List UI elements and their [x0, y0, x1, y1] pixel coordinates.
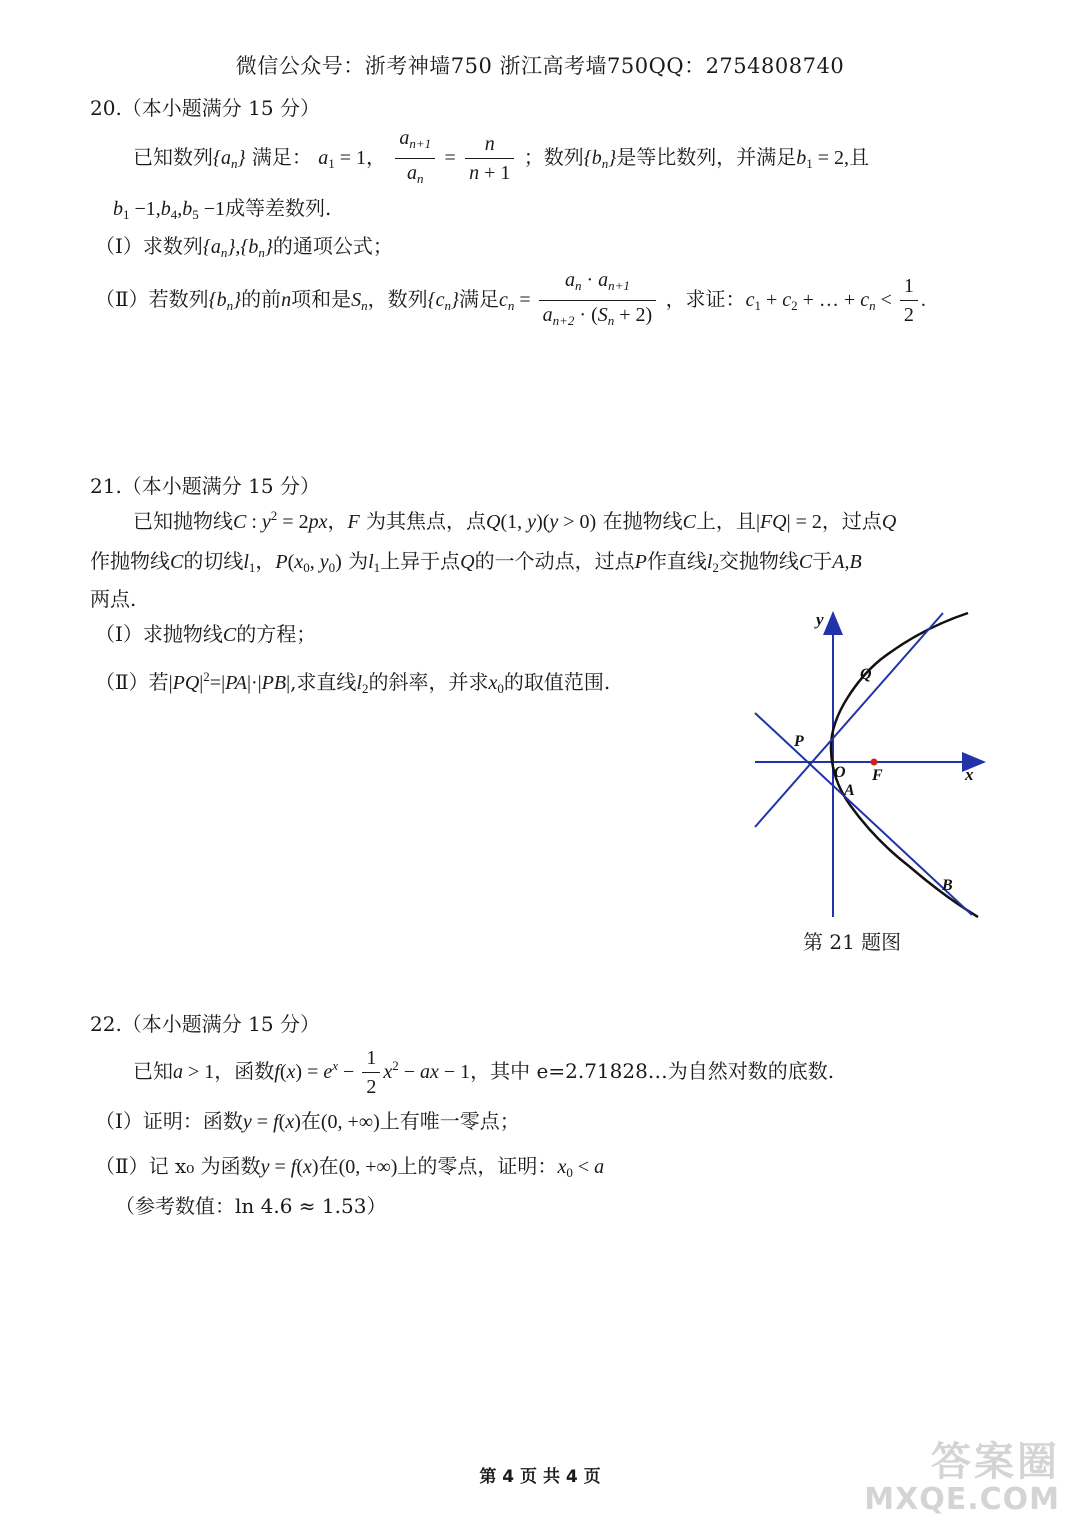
- q22-reference: （参考数值：ln 4.6 ≈ 1.53）: [115, 1194, 387, 1218]
- q21-part2: （Ⅱ）若$|PQ|^2=|PA|\cdot|PB|$,求直线$l_2$的斜率，并求$x_0$的取值范围.: [95, 669, 611, 696]
- q22-half-fraction: $\frac{1}{2}$: [362, 1046, 380, 1099]
- q21-line2-a: 作抛物线: [90, 549, 170, 573]
- q22-line1-b: ，函数: [214, 1059, 275, 1083]
- q20-n-fraction: $\frac{n}{n + 1}$: [465, 132, 514, 185]
- q21-part2-mid2: 的斜率，并求: [368, 670, 489, 694]
- secant-line: [755, 713, 972, 915]
- q22-line1: 已知a > 1，函数$f(x) = e^x$ − $\frac{1}{2}$ $x^2$ − ax − 1，其中 e=2.71828…为自然对数的底数.: [133, 1047, 835, 1098]
- q20-part2-prove: ，求证：: [665, 287, 746, 311]
- q21-line2-e: 的一个动点，过点: [474, 549, 635, 573]
- q21-part1-tail: 的方程；: [236, 622, 317, 646]
- q21-line2-b: 的切线: [183, 549, 244, 573]
- q20-part1-label: （Ⅰ）求数列: [95, 234, 203, 258]
- q21-part2-mid: ,求直线: [290, 670, 357, 694]
- q21-part2-tail: 的取值范围.: [503, 670, 611, 694]
- q21-line2-c: 为: [348, 549, 369, 573]
- q21-line1-d: 上，且: [695, 509, 756, 533]
- watermark-logo: [864, 1440, 1060, 1516]
- q20-geo: 是等比数列，并满足: [616, 145, 797, 169]
- q22-part2: （Ⅱ）记 x₀ 为函数y = f(x)在(0, +∞)上的零点，证明：$x_0 < a$: [95, 1154, 605, 1180]
- q21-line1-b: 为其焦点，点: [366, 509, 487, 533]
- q21-line2-g: 交抛物线: [718, 549, 799, 573]
- q22-part1: （Ⅰ）证明：函数y = f(x)在(0, +∞)上有唯一零点；: [95, 1109, 520, 1133]
- q20-seq-b-text: ；数列: [523, 145, 584, 169]
- q20-part2-mid4: 满足: [458, 287, 499, 311]
- figure-caption: 第 21 题图: [803, 930, 902, 954]
- label-b: B: [942, 877, 953, 894]
- q20-part2-mid: 的前: [241, 287, 282, 311]
- q20-part2-label: （Ⅱ）若数列: [95, 287, 209, 311]
- q21-line1-c: 在抛物线: [602, 509, 683, 533]
- q20-half-fraction: $\frac{1}{2}$: [900, 274, 918, 327]
- q21-line1-e: ，过点: [821, 509, 882, 533]
- label-y: y: [816, 610, 824, 629]
- q21-line1-a: 已知抛物线: [133, 509, 233, 533]
- label-a: A: [844, 782, 855, 799]
- q20-line1: 已知数列$\{a_n\}$ 满足： $a_1 = 1$， $\frac{a_{n+1}}{a_n}$ = $\frac{n}{n + 1}$ ；数列$\{b_n\}$是等比数列，并满足$b_1 = 2$,且: [133, 126, 869, 191]
- q20-part1-tail: 的通项公式；: [272, 234, 393, 258]
- label-p: P: [794, 733, 804, 750]
- label-o: O: [834, 764, 846, 781]
- q21-part1-label: （Ⅰ）求抛物线: [95, 622, 223, 646]
- q22-line1-a: 已知: [133, 1059, 173, 1083]
- q20-line2: $b_1 -1,b_4,b_5 -1$成等差数列.: [113, 196, 332, 222]
- q20-arith: 成等差数列.: [225, 196, 332, 220]
- q21-heading: 21.（本小题满分 15 分）: [90, 474, 320, 498]
- q21-line2: 作抛物线C的切线$l_1$，$P(x_0$, $y_0$) 为$l_1$上异于点Q的一个动点，过点P作直线$l_2$交抛物线C于A,B: [90, 549, 862, 575]
- page-header: 微信公众号：浙考神墙750 浙江高考墙750QQ：2754808740: [235, 54, 845, 78]
- label-f: F: [872, 767, 883, 784]
- q21-figure: [750, 605, 990, 925]
- q20-ratio-fraction: $\frac{a_{n+1}}{a_n}$: [395, 126, 435, 191]
- q22-part2-b: 在: [318, 1154, 339, 1178]
- q22-heading: 22.（本小题满分 15 分）: [90, 1012, 320, 1036]
- q21-line3: 两点.: [90, 587, 137, 611]
- q21-part1: （Ⅰ）求抛物线C的方程；: [95, 622, 317, 646]
- q21-line2-f: 作直线: [646, 549, 707, 573]
- q20-part2-mid3: ，数列: [367, 287, 428, 311]
- q20-satisfy: 满足：: [251, 145, 312, 169]
- q21-line2-d: 上异于点: [380, 549, 461, 573]
- label-q: Q: [860, 666, 872, 683]
- page-footer: 第 4 页 共 4 页: [479, 1467, 601, 1487]
- q20-part1: （Ⅰ）求数列$\{a_n\},\{b_n\}$的通项公式；: [95, 234, 393, 260]
- label-x: x: [965, 765, 974, 784]
- q22-part1-c: 上有唯一零点；: [379, 1109, 520, 1133]
- q21-line2-h: 于: [812, 549, 833, 573]
- q20-part2-mid2: 项和是: [291, 287, 352, 311]
- q22-part2-a: （Ⅱ）记 x₀ 为函数: [95, 1154, 261, 1178]
- q21-line1: 已知抛物线C : $y^2 = 2px$，F 为其焦点，点Q(1, y)(y > 0) 在抛物线C上，且|FQ| = 2，过点Q: [133, 508, 897, 533]
- q22-part1-a: （Ⅰ）证明：函数: [95, 1109, 243, 1133]
- q22-part2-c: 上的零点，证明：: [397, 1154, 558, 1178]
- q20-qie: 且: [849, 145, 870, 169]
- watermark-bottom: MXQE.COM: [864, 1482, 1060, 1517]
- q20-part2: （Ⅱ）若数列$\{b_n\}$的前n项和是$S_n$，数列$\{c_n\}$满足$c_n$ = $\frac{a_n \cdot a_{n+1}}{a_{n+2} \cdot (S_n + 2)}$ ，求证：$c_1 + c_2$ + … + $c_n$ < $\frac{1}{2}$ .: [95, 268, 926, 336]
- q20-known: 已知数列: [133, 145, 213, 169]
- focus-point: [871, 759, 878, 766]
- q20-cn-fraction: $\frac{a_n \cdot a_{n+1}}{a_{n+2} \cdot (S_n + 2)}$: [539, 268, 657, 333]
- parabola-curve: [831, 613, 978, 917]
- q22-line1-c: ，其中 e=2.71828…为自然对数的底数.: [470, 1059, 835, 1083]
- q20-heading: 20.（本小题满分 15 分）: [90, 96, 320, 120]
- q22-part1-b: 在: [300, 1109, 321, 1133]
- q21-part2-label: （Ⅱ）若: [95, 670, 169, 694]
- watermark-top: 答案圈: [931, 1439, 1060, 1485]
